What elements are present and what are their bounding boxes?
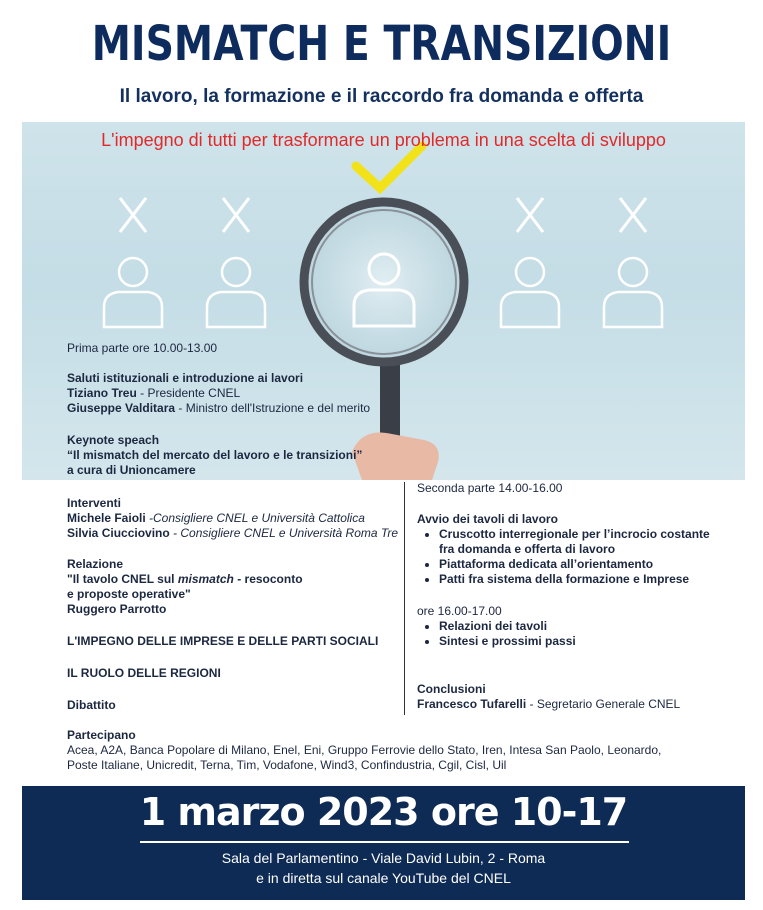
venue-address: Sala del Parlamentino - Viale David Lubin, 2 - Roma <box>221 850 546 866</box>
event-date: 1 marzo 2023 ore 10-17 <box>139 790 628 834</box>
welcome-title: Saluti istituzionali e introduzione ai lavori <box>67 371 304 385</box>
hero-image <box>22 122 745 480</box>
tavoli-title: Avvio dei tavoli di lavoro <box>417 512 558 526</box>
participants-title: Partecipano <box>67 728 136 742</box>
hand-icon <box>352 432 439 480</box>
column-divider <box>404 482 405 715</box>
event-title: MISMATCH E TRANSIZIONI <box>91 16 672 72</box>
venue-live: e in diretta sul canale YouTube del CNEL <box>256 870 511 886</box>
keynote-text: “Il mismatch del mercato del lavoro e le transizioni” <box>67 448 363 462</box>
checkmark-icon <box>356 146 422 188</box>
participants-section <box>67 728 747 773</box>
keynote-section <box>67 433 362 478</box>
event-venue <box>22 848 745 888</box>
list-item: • Cruscotto interregionale per l’incrocio costante fra domanda e offerta di lavoro <box>439 527 717 557</box>
list-item: • Sintesi e prossimi passi <box>439 634 717 649</box>
relazione-line1: "Il tavolo CNEL sul mismatch - resoconto <box>67 572 303 586</box>
regioni-heading: IL RUOLO DELLE REGIONI <box>67 666 221 680</box>
footer-banner <box>22 786 745 900</box>
tagline: L'impegno di tutti per trasformare un problema in una scelta di sviluppo <box>101 130 666 150</box>
tavoli-list <box>417 527 717 587</box>
relazione-title: Relazione <box>67 557 124 571</box>
keynote-by: a cura di Unioncamere <box>67 463 196 477</box>
speaker-treu: Tiziano Treu - Presidente CNEL <box>67 386 241 400</box>
list-item: • Patti fra sistema della formazione e Imprese <box>439 572 717 587</box>
morning-session-label: Prima parte ore 10.00-13.00 <box>67 341 218 355</box>
list-item: • Relazioni dei tavoli <box>439 619 717 634</box>
interventi-section <box>67 496 398 541</box>
dibattito-heading: Dibattito <box>67 698 116 712</box>
footer-rule <box>140 841 629 843</box>
session2-section <box>417 604 717 649</box>
speaker-valditara: Giuseppe Valditara - Ministro dell'Istruzione e del merito <box>67 401 371 415</box>
relazione-speaker: Ruggero Parrotto <box>67 602 167 616</box>
keynote-title: Keynote speach <box>67 433 160 447</box>
relazione-line2: e proposte operative" <box>67 587 191 601</box>
interventi-title: Interventi <box>67 496 122 510</box>
event-subtitle: Il lavoro, la formazione e il raccordo fra domanda e offerta <box>119 86 644 107</box>
afternoon-session-label: Seconda parte 14.00-16.00 <box>417 481 563 495</box>
hero-illustration <box>22 122 745 480</box>
magnifier-lens <box>304 202 464 362</box>
conclusioni-speaker: Francesco Tufarelli - Segretario Generale CNEL <box>417 697 681 711</box>
welcome-section <box>67 371 370 416</box>
participants-line2: Poste Italiane, Unicredit, Terna, Tim, Vodafone, Wind3, Confindustria, Cgil, Cisl, Uil <box>67 758 507 772</box>
participants-line1: Acea, A2A, Banca Popolare di Milano, Enel, Eni, Gruppo Ferrovie dello Stato, Iren, Intesa San Paolo, Leonardo, <box>67 743 662 757</box>
list-item: • Piattaforma dedicata all’orientamento <box>439 557 717 572</box>
relazione-section <box>67 557 303 617</box>
tavoli-section <box>417 512 717 587</box>
intervento-faioli: Michele Faioli -Consigliere CNEL e Università Cattolica <box>67 511 365 525</box>
conclusioni-section <box>417 682 680 712</box>
conclusioni-title: Conclusioni <box>417 682 486 696</box>
intervento-ciucciovino: Silvia Ciucciovino - Consigliere CNEL e Università Roma Tre <box>67 526 399 540</box>
session2-list <box>417 619 717 649</box>
impegno-heading: L'IMPEGNO DELLE IMPRESE E DELLE PARTI SOCIALI <box>67 634 379 648</box>
session2-label: ore 16.00-17.00 <box>417 604 502 618</box>
